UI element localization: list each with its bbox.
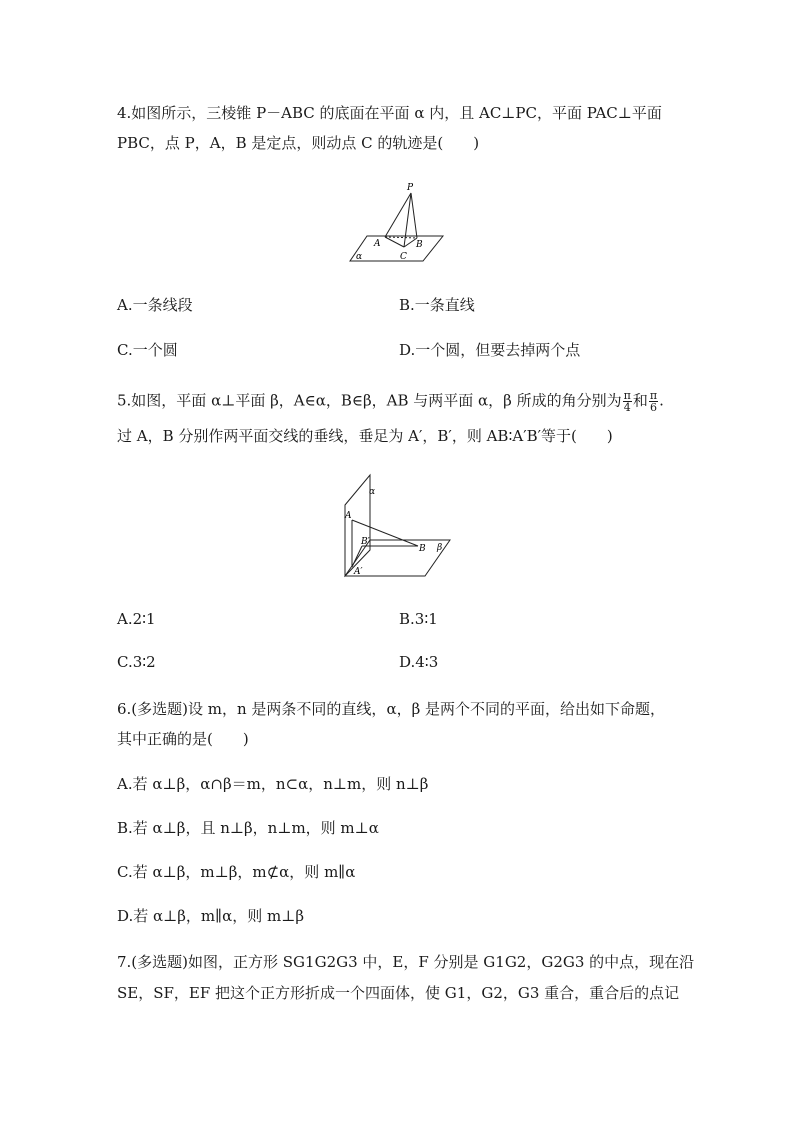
q5-fraction-pi-over-6 [649,390,658,413]
q6-option-c: C.若 α⊥β，m⊥β，m⊄α，则 m∥α [117,863,356,881]
q5-label-B: B [419,544,426,554]
q5-fraction-pi-over-4 [623,390,632,413]
q6-stem-line-1: 6.(多选题)设 m，n 是两条不同的直线，α，β 是两个不同的平面，给出如下命题， [117,700,666,718]
q5-option-c: C.3∶2 [117,653,156,671]
q4-figure-pyramid [345,180,445,266]
q5-option-b: B.3∶1 [399,610,438,628]
q4-stem-line-2: PBC，点 P，A，B 是定点，则动点 C 的轨迹是( ) [117,134,480,152]
q4-option-b: B.一条直线 [399,296,475,314]
q5-option-d: D.4∶3 [399,653,439,671]
q5-frac1-numerator: π [623,389,631,402]
q7-stem-line-2: SE，SF，EF 把这个正方形折成一个四面体，使 G1，G2，G3 重合，重合后的点记 [117,984,680,1002]
q4-label-P: P [407,183,414,193]
q4-label-C: C [400,252,407,262]
q4-label-B: B [416,240,423,250]
q5-label-B-prime: B′ [361,537,370,547]
q5-option-a: A.2∶1 [117,610,156,628]
q6-option-a: A.若 α⊥β，α∩β＝m，n⊂α，n⊥m，则 n⊥β [117,775,429,793]
q4-option-c: C.一个圆 [117,341,178,359]
q5-figure-perpendicular-planes [340,470,455,580]
q5-stem-line-2: 过 A，B 分别作两平面交线的垂线，垂足为 A′，B′，则 AB∶A′B′等于( ) [117,427,613,445]
q5-label-alpha: α [369,487,376,497]
q5-label-A-prime: A′ [354,567,363,577]
q5-label-A: A [345,511,352,521]
q5-frac2-numerator: π [649,389,658,402]
q5-period: . [659,391,664,410]
q5-frac2-denominator: 6 [649,401,657,414]
q5-label-beta: β [437,543,443,553]
q6-stem-line-2: 其中正确的是( ) [117,730,249,748]
q5-connector: 和 [632,391,648,410]
q6-option-b: B.若 α⊥β，且 n⊥β，n⊥m，则 m⊥α [117,819,379,837]
q4-stem-line-1: 4.如图所示，三棱锥 P－ABC 的底面在平面 α 内，且 AC⊥PC，平面 PAC⊥平面 [117,104,662,122]
q6-option-d: D.若 α⊥β，m∥α，则 m⊥β [117,907,304,925]
q7-stem-line-1: 7.(多选题)如图，正方形 SG1G2G3 中，E，F 分别是 G1G2，G2G3 的中点，现在沿 [117,953,695,971]
q5-frac1-denominator: 4 [623,401,631,414]
q5-stem-line-1 [117,390,664,413]
q4-label-A: A [374,239,381,249]
q4-option-a: A.一条线段 [117,296,193,314]
q4-option-d: D.一个圆，但要去掉两个点 [399,341,581,359]
q4-label-alpha: α [356,252,363,262]
q5-stem-text: 5.如图，平面 α⊥平面 β，A∈α，B∈β，AB 与两平面 α，β 所成的角分别为 [117,391,622,410]
